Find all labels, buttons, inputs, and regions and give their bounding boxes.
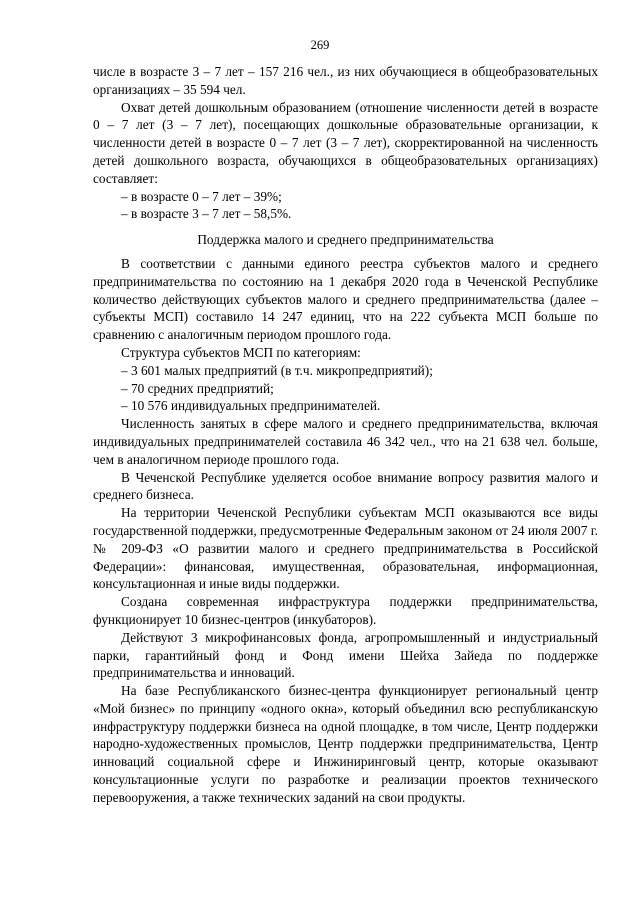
list-item-medium-enterprises: – 70 средних предприятий;	[121, 380, 274, 396]
paragraph-business-center: На базе Республиканского бизнес-центра функционирует региональный центр «Мой бизнес» по принципу «одного окна», который объединил всю республиканскую инфраструктуру поддержки бизнеса на одной площадке, в том числе, Центр поддержки народно-художественных промыслов, Центр поддержки предпринимательства, Центр инноваций социальной сфере и Инжиниринговый центр, которые оказывают консультационные услуги по разработке и реализации проектов технического перевооружения, а также технических заданий на свои продукты.	[93, 683, 598, 805]
section-heading: Поддержка малого и среднего предпринимательства	[197, 232, 494, 248]
page-number: 269	[310, 38, 330, 52]
paragraph-attention: В Чеченской Республике уделяется особое внимание вопросу развития малого и среднего бизнеса.	[93, 469, 598, 503]
paragraph-sme-registry: В соответствии с данными единого реестра субъектов малого и среднего предпринимательства по состоянию на 1 декабря 2020 года в Чеченской Республике количество действующих субъектов малого и среднего предпринимательства (далее – субъекты МСП) составило 14 247 единиц, что на 222 субъекта МСП больше по сравнению с аналогичным периодом прошлого года.	[93, 255, 598, 343]
paragraph-employment: Численность занятых в сфере малого и среднего предпринимательства, включая индивидуальных предпринимателей составила 46 342 чел., что на 21 638 чел. больше, чем в аналогичном периоде прошлого года.	[93, 416, 598, 467]
paragraph-state-support: На территории Чеченской Республики субъектам МСП оказываются все виды государственной поддержки, предусмотренные Федеральным законом от 24 июля 2007 г. № 209-ФЗ «О развитии малого и среднего предпринимательства в Российской Федерации»: финансовая, имущественная, образовательная, информационная, консультационная и иные виды поддержки.	[93, 505, 598, 592]
list-item-age-0-7: – в возрасте 0 – 7 лет – 39%;	[121, 188, 282, 204]
paragraph-preschool-coverage: Охват детей дошкольным образованием (отношение численности детей в возрасте 0 – 7 лет (3 – 7 лет), посещающих дошкольные образовательные организации, к численности детей в возрасте 0 – 7 лет (3 – 7 лет), скорректированной на численность детей дошкольного возраста, обучающихся в общеобразовательных организациях) составляет:	[93, 99, 598, 186]
paragraph-infrastructure: Создана современная инфраструктура поддержки предпринимательства, функционирует 10 бизнес-центров (инкубаторов).	[93, 594, 598, 627]
list-item-age-3-7: – в возрасте 3 – 7 лет – 58,5%.	[121, 206, 292, 222]
paragraph-funds: Действуют 3 микрофинансовых фонда, агропромышленный и индустриальный парки, гарантийный фонд и Фонд имени Шейха Зайеда по поддержке предпринимательства и инноваций.	[93, 629, 598, 681]
paragraph-sme-structure: Структура субъектов МСП по категориям:	[121, 344, 361, 360]
paragraph-continuation: числе в возрасте 3 – 7 лет – 157 216 чел., из них обучающиеся в общеобразовательных организациях – 35 594 чел.	[93, 64, 598, 97]
list-item-small-enterprises: – 3 601 малых предприятий (в т.ч. микропредприятий);	[121, 362, 433, 378]
list-item-individual-entrepreneurs: – 10 576 индивидуальных предпринимателей.	[121, 398, 381, 414]
page-body	[93, 63, 598, 807]
